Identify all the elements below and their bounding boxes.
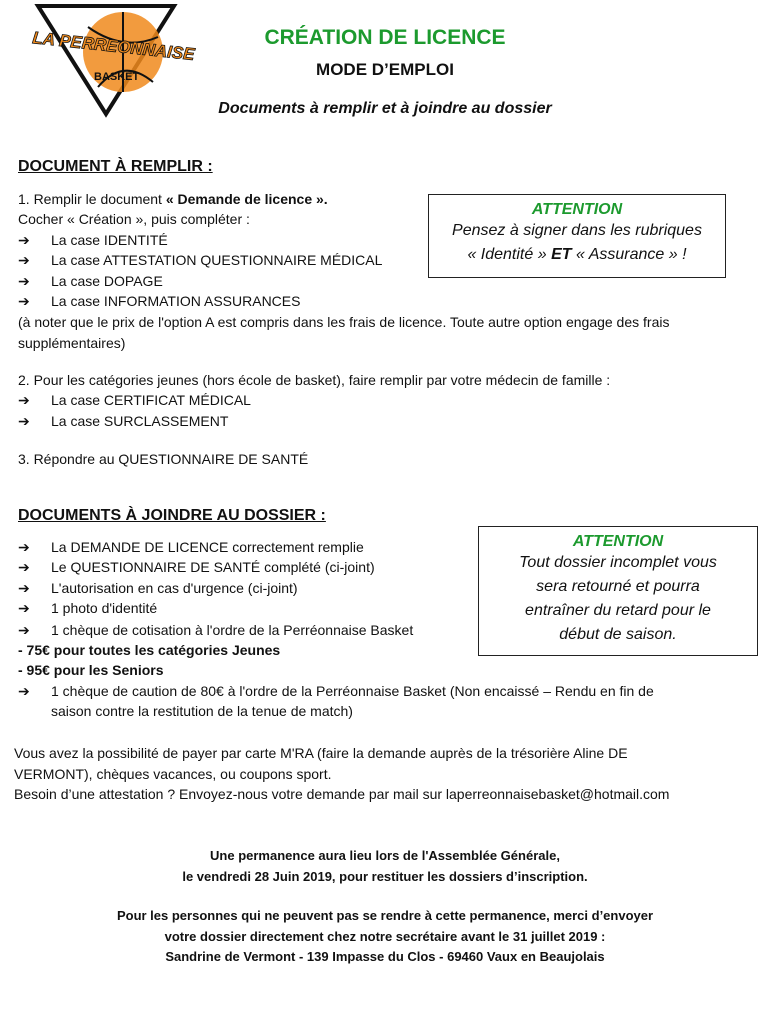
list-item: ➔ La DEMANDE DE LICENCE correctement remplie	[18, 539, 364, 555]
attention-label: ATTENTION	[531, 201, 623, 218]
footer-line: Pour les personnes qui ne peuvent pas se rendre à cette permanence, merci d’envoyer	[116, 908, 654, 923]
arrow-right-icon: ➔	[18, 580, 30, 596]
secretary-address: Sandrine de Vermont - 139 Impasse du Clos - 69460 Vaux en Beaujolais	[165, 949, 605, 964]
svg-text:BASKET: BASKET	[94, 71, 140, 83]
step2-line: 2. Pour les catégories jeunes (hors école de basket), faire remplir par votre médecin de famille :	[18, 372, 611, 388]
list-item: ➔ La case SURCLASSEMENT	[18, 413, 229, 429]
caution-line2: saison contre la restitution de la tenue de match)	[51, 703, 353, 719]
price-jeunes: - 75€ pour toutes les catégories Jeunes	[18, 642, 281, 658]
arrow-right-icon: ➔	[18, 539, 30, 555]
list-item: ➔ La case ATTESTATION QUESTIONNAIRE MÉDICAL	[18, 252, 383, 268]
list-item: ➔ 1 chèque de caution de 80€ à l'ordre de la Perréonnaise Basket (Non encaissé – Rendu en fin de	[18, 683, 654, 699]
arrow-right-icon: ➔	[18, 293, 30, 309]
step3-line: 3. Répondre au QUESTIONNAIRE DE SANTÉ	[18, 451, 309, 467]
page-subtitle: MODE D’EMPLOI	[316, 60, 454, 79]
arrow-right-icon: ➔	[18, 559, 30, 575]
payment-line: VERMONT), chèques vacances, ou coupons sport.	[14, 766, 332, 782]
list-item: ➔ La case CERTIFICAT MÉDICAL	[18, 392, 251, 408]
note-line: (à noter que le prix de l'option A est compris dans les frais de licence. Toute autre option engage des frais	[18, 314, 670, 330]
arrow-right-icon: ➔	[18, 273, 30, 289]
attention-box-sign: ATTENTION Pensez à signer dans les rubriques « Identité » ET « Assurance » !	[428, 194, 726, 278]
footer-line: le vendredi 28 Juin 2019, pour restituer les dossiers d’inscription.	[182, 869, 588, 884]
attention-box-incomplete: ATTENTION Tout dossier incomplet vous sera retourné et pourra entraîner du retard pour le début de saison.	[478, 526, 758, 656]
page-tagline: Documents à remplir et à joindre au dossier	[218, 100, 552, 117]
list-item: ➔ La case INFORMATION ASSURANCES	[18, 293, 301, 309]
section-heading-fill: DOCUMENT À REMPLIR :	[18, 158, 213, 175]
list-item: ➔ La case IDENTITÉ	[18, 232, 168, 248]
note-line: supplémentaires)	[18, 335, 126, 351]
page-title: CRÉATION DE LICENCE	[264, 26, 506, 49]
list-item: ➔ La case DOPAGE	[18, 273, 163, 289]
arrow-right-icon: ➔	[18, 683, 30, 699]
price-seniors: - 95€ pour les Seniors	[18, 662, 164, 678]
footer-line: votre dossier directement chez notre secrétaire avant le 31 juillet 2019 :	[164, 929, 606, 944]
arrow-right-icon: ➔	[18, 232, 30, 248]
svg-text:LA PERREONNAISE: LA PERREONNAISE	[31, 28, 196, 65]
contact-email-line: Besoin d’une attestation ? Envoyez-nous votre demande par mail sur laperreonnaisebasket@hotmail.com	[14, 786, 670, 802]
attention-label: ATTENTION	[572, 533, 664, 550]
section-heading-attach: DOCUMENTS À JOINDRE AU DOSSIER :	[18, 507, 326, 524]
step1-line: 1. Remplir le document « Demande de licence ».	[18, 191, 328, 207]
list-item: ➔ Le QUESTIONNAIRE DE SANTÉ complété (ci-joint)	[18, 559, 375, 575]
footer-line: Une permanence aura lieu lors de l'Assemblée Générale,	[210, 848, 560, 863]
arrow-right-icon: ➔	[18, 600, 30, 616]
arrow-right-icon: ➔	[18, 622, 30, 638]
payment-line: Vous avez la possibilité de payer par carte M'RA (faire la demande auprès de la trésorière Aline DE	[14, 745, 628, 761]
arrow-right-icon: ➔	[18, 252, 30, 268]
list-item: ➔ 1 photo d'identité	[18, 600, 158, 616]
list-item: ➔ 1 chèque de cotisation à l'ordre de la Perréonnaise Basket	[18, 622, 414, 638]
arrow-right-icon: ➔	[18, 413, 30, 429]
step1-line2: Cocher « Création », puis compléter :	[18, 211, 250, 227]
list-item: ➔ L'autorisation en cas d'urgence (ci-joint)	[18, 580, 298, 596]
arrow-right-icon: ➔	[18, 392, 30, 408]
